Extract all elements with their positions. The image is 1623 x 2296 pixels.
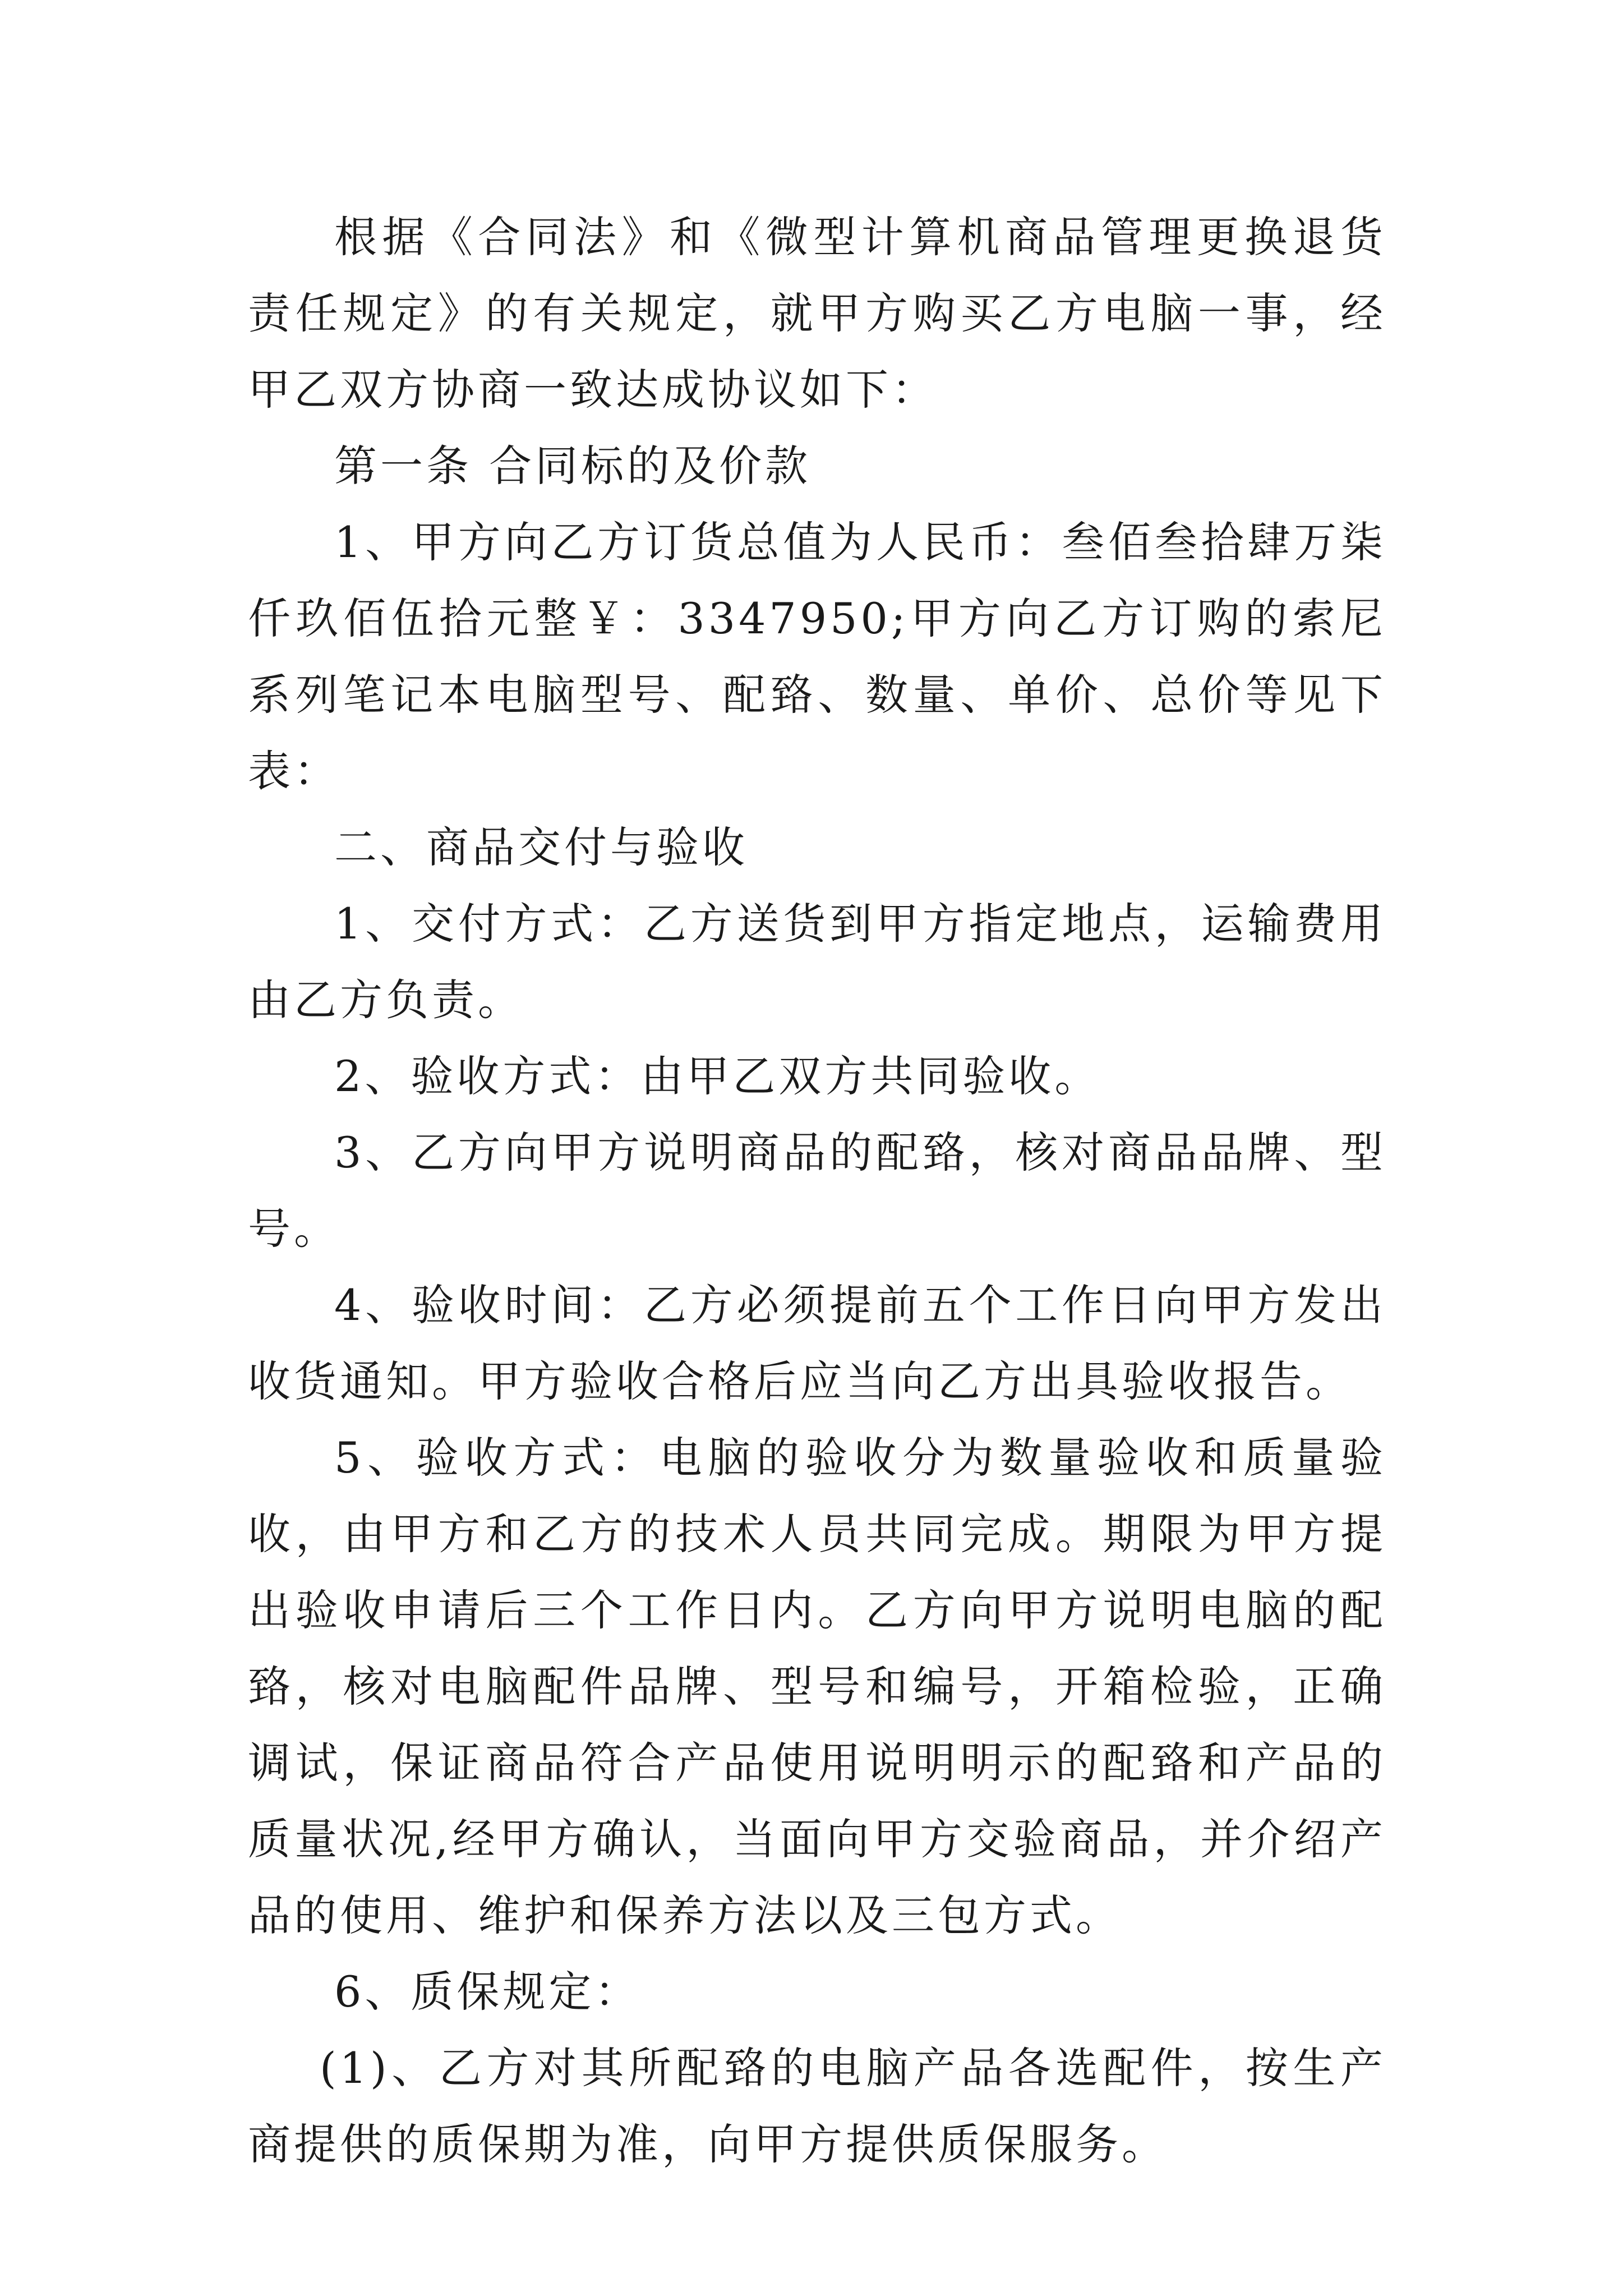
clause-warranty-item-1: (1)、乙方对其所配臵的电脑产品各选配件，按生产商提供的质保期为准，向甲方提供质保服务。 (248, 2043, 1386, 2169)
clause-delivery-method: 1、交付方式：乙方送货到甲方指定地点，运输费用由乙方负责。 (248, 899, 1386, 1025)
clause-warranty-heading: 6、质保规定： (334, 1967, 641, 2017)
clause-acceptance-method: 2、验收方式：由甲乙双方共同验收。 (334, 1051, 1101, 1101)
intro-paragraph: 根据《合同法》和《微型计算机商品管理更换退货责任规定》的有关规定，就甲方购买乙方电脑一事，经甲乙双方协商一致达成协议如下： (248, 212, 1386, 415)
clause-total-price: 1、甲方向乙方订货总值为人民币：叁佰叁拾肆万柒仟玖佰伍拾元整￥：3347950;甲方向乙方订购的索尼系列笔记本电脑型号、配臵、数量、单价、总价等见下表： (248, 517, 1386, 796)
clause-configuration-check: 3、乙方向甲方说明商品的配臵，核对商品品牌、型号。 (248, 1128, 1386, 1254)
clause-acceptance-time: 4、验收时间：乙方必须提前五个工作日向甲方发出收货通知。甲方验收合格后应当向乙方出具验收报告。 (248, 1280, 1386, 1406)
section-two-heading: 二、商品交付与验收 (334, 822, 748, 872)
clause-acceptance-procedure: 5、验收方式：电脑的验收分为数量验收和质量验收，由甲方和乙方的技术人员共同完成。期限为甲方提出验收申请后三个工作日内。乙方向甲方说明电脑的配臵，核对电脑配件品牌、型号和编号，开箱检验，正确调试，保证商品符合产品使用说明明示的配臵和产品的质量状况,经甲方确认，当面向甲方交验商品，并介绍产品的使用、维护和保养方法以及三包方式。 (248, 1433, 1386, 1940)
article-one-heading: 第一条 合同标的及价款 (334, 441, 811, 491)
document-body (248, 199, 1386, 2183)
